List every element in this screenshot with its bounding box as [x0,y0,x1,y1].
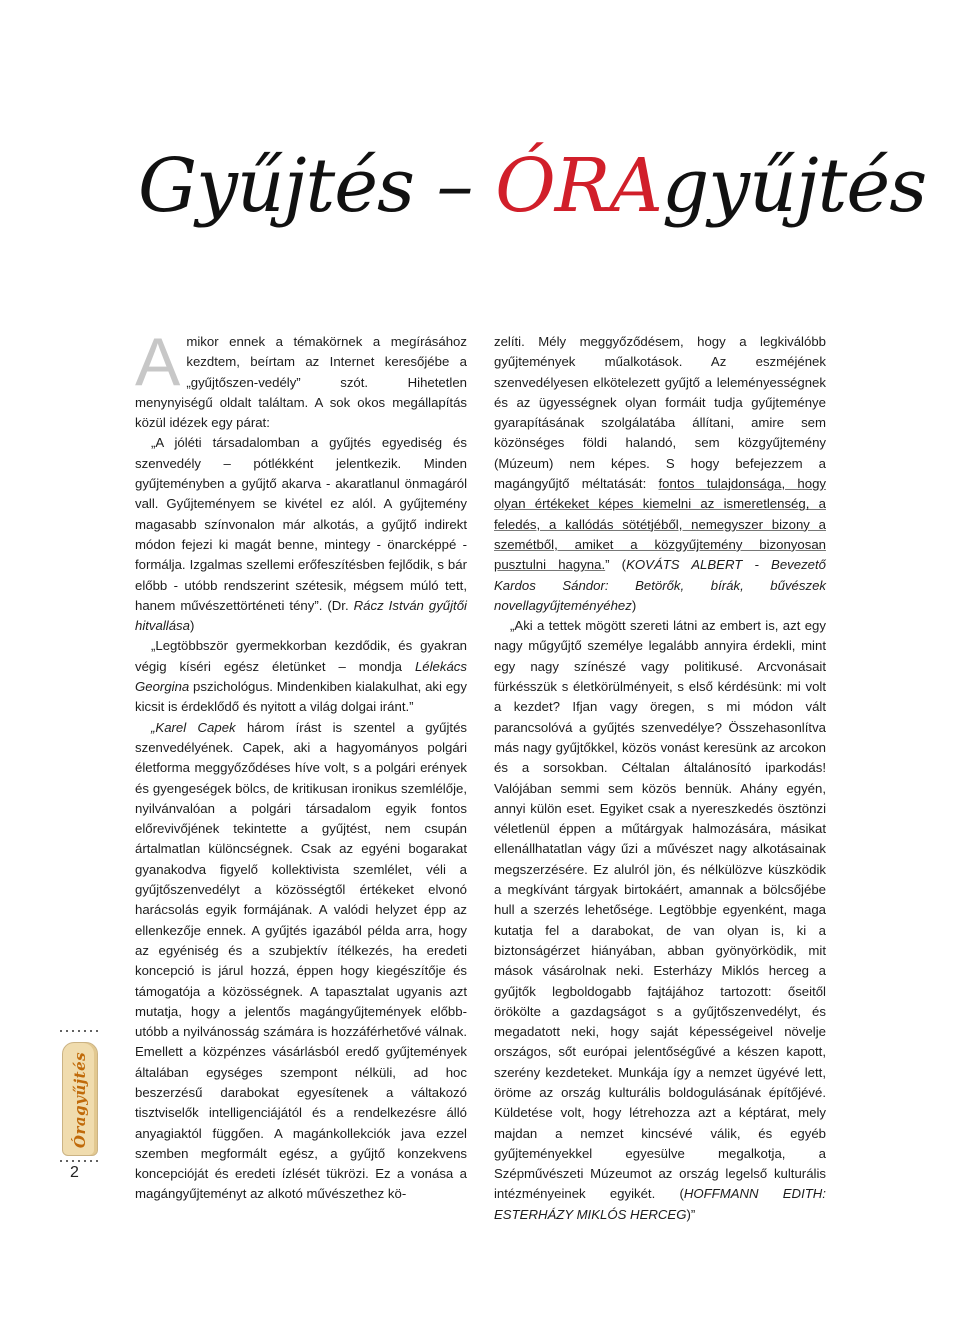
oragyujtes-logo-icon [62,1042,98,1156]
quote-hoffmann-text: „Aki a tettek mögött szereti látni az embert is, azt egy nagy műgyűjtő személye legalább annyira érdekli, mint egy nagy színészé vagy politikusé. Arcvonásait fürkésszük s életkörülményeit, s első kérdésünk: mi volt a kezdet? Ifjan vagy öregen, s mi módon vált parancsolóvá a gyűjtés szenvedélye? Összehasonlítva más nagy gyűjtőkkel, közös vonást keresünk az arcokon és a sorsokban. Céltalan általánosító iparkodás! Valójában semmi sem közös bennük. Ahány egyén, annyi külön eset. Egyiket csak a nyereszkedés ösztönzi véletlenül éppen a műtárgyak halmozására, másikat ellenállhatatlan vágy űzi a művészet nagy alkotásainak megszerzésére. Ez alulról jön, és nélkülözve küszködik a megkívánt tárgyak birtokáért, amannak a bölcsőjébe hull a szerzés lehetősége. Legtöbbje egyenként, maga kutatja fel a darabokat, de van olyan is, ki a biztonságérzet hiányában, abban gyönyörködik, mit mások vásárolnak neki. Esterházy Miklós herceg a gyűjtők legboldogabb fajtájához tartozott: őseitől örökölte a gazdagságot s a gyűjtőszenvedélyt, és megadatott neki, hogy saját képességeivel növelje országos, sőt európai jelentőségűvé a készen kapott, szerény kezdeteket. Munkája így a nemzet ügyévé lett, öröme az ország kulturális boldogulásának építőjévé. Küldetése volt, hogy létrehozza azt a képtárat, mely majdan a nemzet kincsévé válik, és egyéb gyűjteményekkel egyesülve megalkotja, a Szépművészeti Múzeumot az ország legelső kulturális intézményeinek egyikét. ( [494,618,826,1202]
quote-lelekacs-name: Lélekács Georgina [135,658,467,695]
quote-racz-cite: Rácz István gyűjtői hitvallása [135,597,467,634]
intro-paragraph [135,324,467,433]
title-part2: gyűjtés [661,143,927,229]
quote-capek-name: „Karel Capek [151,719,236,735]
drop-cap: A [135,324,181,400]
quote-hoffmann-cite: HOFFMANN EDITH: ESTERHÁZY MIKLÓS HERCEG [494,1186,826,1222]
sidebar-logo [58,1030,100,1180]
quote-hoffmann [494,616,826,1225]
logo-text: Óragyűjtés [71,1051,89,1149]
quote-kovats-close: ” ( [605,557,627,573]
quote-kovats-underlined: fontos tulajdonsága, hogy olyan értékeket képes kiemelni az ismeretlenség, a feledés, a kallódás sötétjéből, nemegyszer bizony a szemétből, amiket a közgyűjtemény bizonyosan pusztulni hagyna. [494,476,826,573]
quote-racz [135,433,467,636]
page-number: 2 [70,1164,79,1181]
quote-kovats-text: zelíti. Mély meggyőződésem, hogy a legkiválóbb gyűjtemények műalkotások. Az eszméjének szenvedélyesen elkötelezett gyűjtő a leleményességnek és az ügyességnek olyan formáit tudja gyűjteménye gyarapításának szolgálatába állítani, amire sem közönséges földi halandó, sem közgyűjtemény (Múzeum) nem képes. S hogy befejezzem a magángyűjtő méltatását: [494,334,826,492]
quote-lelekacs-rest: pszichológus. Mindenkiben kialakulhat, aki egy kicsit is érdeklődő és nyitott a világ dolgai iránt.” [135,679,467,715]
quote-capek [135,718,467,1205]
quote-hoffmann-end: )” [686,1206,696,1222]
quote-racz-end: ) [189,618,195,634]
dotted-rule-top [58,1030,100,1032]
quote-kovats-cite: KOVÁTS ALBERT - Bevezető Kardos Sándor: Betörők, bírák, bűvészek novellagyűjteményéhez [494,557,827,613]
title-dash: – [414,143,496,229]
page-title [138,142,927,230]
quote-kovats-end: ) [631,597,637,613]
dotted-rule-bottom [58,1160,100,1162]
right-column [494,332,826,1225]
quote-lelekacs-text: „Legtöbbször gyermekkorban kezdődik, és gyakran végig kíséri egész életünket – mondja [135,638,467,674]
quote-kovats [494,332,826,616]
quote-lelekacs [135,636,467,717]
title-part1: Gyűjtés [138,143,415,229]
quote-racz-text: „A jóléti társadalomban a gyűjtés egyediség és szenvedély – pótlékként jelentkezik. Minden gyűjteményben a gyűjtő akarva - akaratlanul önmagáról vall. Gyűjteményem se kivétel ez alól. A gyűjtemény magasabb színvonalon már alkotás, a gyűjtő indirekt módon fejezi ki magát benne, mintegy - önarcképpé - formálja. Izgalmas szellemi erőfeszítésben fejlődik, s bár előbb - utóbb rendszerint szétesik, mégsem múló tett, hanem művészettörténeti tény”. (Dr. [135,435,467,613]
intro-text: mikor ennek a témakörnek a megírásához kezdtem, beírtam az Internet keresőjébe a „gyűjtőszen-vedély” szót. Hihetetlen menynyiségű oldalt találtam. A sok okos megállapítás közül idézek egy párat: [135,334,467,431]
quote-capek-text: három írást is szentel a gyűjtés szenvedélyének. Capek, aki a hagyományos polgári életforma meggyőződéses híve volt, s a polgári erények és gyengeségek bölcs, de kritikusan ironikus szemlélője, nyilvánvalóan a polgári társadalom egyik fontos előrevivőjének tekintette a gyűjtést, nem csupán ártalmatlan különcségnek. Csak az egyéni bogarakat gyanakodva figyelő kollektivista szemlélet, véli a gyűjtőszenvedélyt a közösségtől értékeket elvonó harácsolás egyik formájának. A valódi helyzet épp az ellenkezője ennek. A gyűjtés igazából példa arra, hogy az egyéniség és a szubjektív ítélkezés, ha eredeti koncepció is járul hozzá, éppen hogy kiegészítője és támogatója a közösségnek. A tapasztalat ugyanis azt mutatja, hogy a jelentős magángyűjtemények előbb-utóbb a nyilvánosság számára is hozzáférhetővé válnak. Emellett a közpénzes vásárlásból eredő gyűjtemények általában egységes szempont nélküli, ad hoc beszerzésű darabokat egyesítenek a váltakozó tisztviselők intelligenciájától és a rendelkezésre álló anyagiaktól függően. A magánkollekciók java ezzel szemben megformált egész, a gyűjtő konzekvens koncepcióját és eredeti ízlését tükrözi. Ez a vonása a magángyűjteményt az alkotó művészethez kö- [135,719,467,1202]
left-column [135,324,467,1205]
title-accent: ÓRA [495,143,662,229]
